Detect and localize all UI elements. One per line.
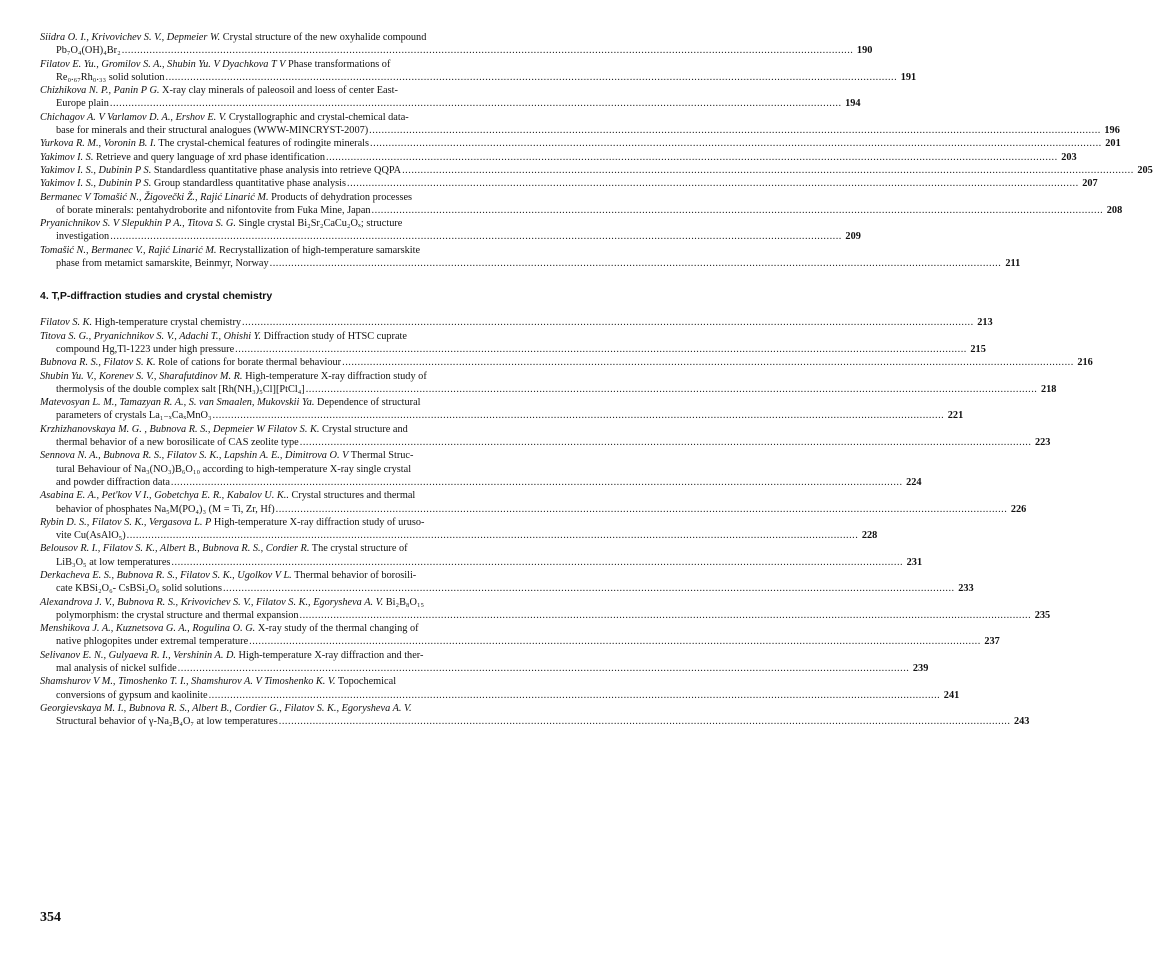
entry-title-continued: and powder diffraction data xyxy=(56,476,170,488)
toc-section-4 xyxy=(40,316,1093,728)
toc-entry-line xyxy=(40,476,922,489)
toc-entry xyxy=(40,137,1121,150)
entry-authors: Shamshurov V M., Timoshenko T. I., Shamshurov A. V Timoshenko K. V. xyxy=(40,676,336,688)
entry-authors: Chichagov A. V Varlamov D. A., Ershov E. V. xyxy=(40,111,227,123)
entry-title: High-temperature crystal chemistry xyxy=(92,317,242,329)
toc-entry-line xyxy=(40,436,1051,449)
entry-page-number: 190 xyxy=(856,45,873,57)
entry-authors: Derkacheva E. S., Bubnova R. S., Filatov S. K., Ugolkov V L. xyxy=(40,569,292,581)
toc-entry-line xyxy=(40,97,861,110)
toc-entry-line xyxy=(40,556,923,569)
entry-page-number: 233 xyxy=(958,583,974,595)
dot-leader xyxy=(171,556,903,569)
toc-entry xyxy=(40,111,1120,138)
toc-entry-line xyxy=(40,702,595,715)
toc-entry xyxy=(40,217,861,244)
entry-title-continued: thermolysis of the double complex salt [Rh(NH₃)₅Cl][PtCl₄] xyxy=(56,383,305,395)
entry-page-number: 201 xyxy=(1105,138,1121,150)
toc-entry-line xyxy=(40,569,595,582)
entry-title: Recrystallization of high-temperature samarskite xyxy=(216,244,421,256)
entry-title-continued: behavior of phosphates Na₅M(PO₄)₃ (M = Ti, Zr, Hf) xyxy=(56,503,275,515)
dot-leader xyxy=(213,409,945,422)
entry-title-continued: vite Cu(AsAlO₅) xyxy=(56,530,126,542)
entry-title: High-temperature X-ray diffraction study of uruso- xyxy=(211,516,425,528)
toc-entry-line xyxy=(40,449,595,462)
entry-page-number: 208 xyxy=(1106,204,1123,216)
toc-entry-line xyxy=(40,58,595,71)
entry-authors: Belousov R. I., Filatov S. K., Albert B., Bubnova R. S., Cordier R. xyxy=(40,543,310,555)
toc-entry-line xyxy=(40,662,929,675)
toc-entry-line xyxy=(40,516,595,529)
entry-title: Single crystal Bi₂Sr₂CaCu₂Oₓ; structure xyxy=(235,218,403,230)
toc-entry xyxy=(40,356,1093,369)
toc-entry xyxy=(40,702,1030,729)
entry-title-continued: polymorphism: the crystal structure and thermal expansion xyxy=(56,609,299,621)
entry-authors: Chizhikova N. P., Panin P G. xyxy=(40,85,160,97)
table-of-contents xyxy=(40,31,1153,729)
entry-title-continued: compound Hg,Tl-1223 under high pressure xyxy=(56,343,235,355)
section-title: 4. T,P-diffraction studies and crystal chemistry xyxy=(40,290,273,303)
toc-entry-line xyxy=(40,244,595,257)
entry-title: Retrieve and query language of xrd phase identification xyxy=(93,151,325,163)
entry-title-continued: investigation xyxy=(56,231,110,243)
toc-entry-line xyxy=(40,31,595,44)
dot-leader xyxy=(235,343,967,356)
toc-entry-line xyxy=(40,137,1121,150)
entry-authors: Filatov E. Yu., Gromilov S. A., Shubin Yu. V Dyachkova T V xyxy=(40,58,286,70)
toc-entry-line xyxy=(40,649,595,662)
toc-entry-line xyxy=(40,151,1077,164)
dot-leader xyxy=(279,715,1011,728)
toc-entry-line xyxy=(40,177,1098,190)
entry-authors: Krzhizhanovskaya M. G. , Bubnova R. S., Depmeier W Filatov S. K. xyxy=(40,423,320,435)
entry-authors: Yakimov I. S., Dubinin P S. xyxy=(40,164,152,176)
entry-title-continued: thermal behavior of a new borosilicate of CAS zeolite type xyxy=(56,437,299,449)
entry-page-number: 213 xyxy=(977,317,993,329)
entry-page-number: 237 xyxy=(984,636,1000,648)
entry-page-number: 196 xyxy=(1104,125,1120,137)
entry-authors: Yakimov I. S. xyxy=(40,151,94,163)
toc-entry-line xyxy=(40,715,1030,728)
dot-leader xyxy=(166,71,898,84)
dot-leader xyxy=(276,503,1008,516)
entry-title: High-temperature X-ray diffraction and ther- xyxy=(235,649,424,661)
entry-authors: Alexandrova J. V., Bubnova R. S., Krivovichev S. V., Filatov S. K., Egorysheva A. V. xyxy=(40,596,384,608)
entry-title-continued: Re₀.₆₇Rh₀.₃₃ solid solution xyxy=(56,71,165,83)
entry-title: Crystallographic and crystal-chemical data- xyxy=(226,111,409,123)
entry-title-continued: cate KBSi₂O₆- CsBSi₂O₆ solid solutions xyxy=(56,583,222,595)
toc-entry-line xyxy=(40,370,595,383)
page-number: 354 xyxy=(40,910,61,925)
toc-entry-line xyxy=(40,675,595,688)
toc-entry xyxy=(40,516,878,543)
entry-title: Thermal Struc- xyxy=(348,450,414,462)
toc-entry-line xyxy=(40,383,1057,396)
entry-authors: Bermanec V Tomašić N., Žigovečki Ž., Rajić Linarić M. xyxy=(40,191,269,203)
dot-leader xyxy=(127,529,859,542)
toc-entry-line xyxy=(40,44,873,57)
entry-title-continued: phase from metamict samarskite, Beinmyr, Norway xyxy=(56,258,269,270)
entry-page-number: 241 xyxy=(943,689,960,701)
entry-page-number: 223 xyxy=(1034,437,1051,449)
entry-title-continued: mal analysis of nickel sulfide xyxy=(56,663,177,675)
entry-title: Bi₂B₈O₁₅ xyxy=(383,596,425,608)
entry-page-number: 205 xyxy=(1137,164,1153,176)
entry-title: Diffraction study of HTSC cuprate xyxy=(261,330,407,342)
toc-entry xyxy=(40,423,1051,450)
entry-title: Crystal structures and thermal xyxy=(288,490,416,502)
entry-page-number: 226 xyxy=(1010,503,1027,515)
toc-entry xyxy=(40,370,1057,397)
toc-entry-line xyxy=(40,529,878,542)
entry-page-number: 211 xyxy=(1005,258,1021,270)
toc-entry xyxy=(40,596,1051,623)
entry-title-continued: native phlogopites under extremal temperature xyxy=(56,636,249,648)
entry-title-continued: conversions of gypsum and kaolinite xyxy=(56,689,208,701)
toc-entry-line xyxy=(40,689,960,702)
entry-title-continued: parameters of crystals La₁₋ₓCaₓMnO₃ xyxy=(56,410,212,422)
entry-authors: Siidra O. I., Krivovichev S. V., Depmeier W. xyxy=(40,32,221,43)
entry-page-number: 216 xyxy=(1077,357,1093,369)
dot-leader xyxy=(110,97,842,110)
entry-authors: Tomašić N., Bermanec V., Rajić Linarić M. xyxy=(40,244,217,256)
toc-entry xyxy=(40,489,1027,516)
entry-authors: Asabina E. A., Pet'kov V I., Gobetchya E. R., Kabalov U. K.. xyxy=(40,490,289,502)
toc-entry xyxy=(40,191,1123,218)
entry-title: Thermal behavior of borosili- xyxy=(291,569,417,581)
entry-page-number: 194 xyxy=(845,98,861,110)
toc-entry xyxy=(40,569,974,596)
toc-entry-line xyxy=(40,343,986,356)
entry-page-number: 191 xyxy=(900,71,917,83)
dot-leader xyxy=(223,582,955,595)
toc-entry xyxy=(40,31,873,58)
entry-title: Standardless quantitative phase analysis into retrieve QQPA xyxy=(151,164,402,176)
entry-title: Dependence of structural xyxy=(314,397,421,409)
entry-page-number: 215 xyxy=(970,343,986,355)
entry-title: Products of dehydration processes xyxy=(268,191,413,203)
dot-leader xyxy=(171,476,903,489)
toc-entry xyxy=(40,675,960,702)
entry-title: Topochemical xyxy=(335,676,397,688)
toc-entry xyxy=(40,177,1098,190)
toc-entry xyxy=(40,84,861,111)
toc-entry xyxy=(40,449,922,489)
toc-entry-line xyxy=(40,316,993,329)
entry-title-continued: Pb₇O₄(OH)₄Br₂ xyxy=(56,45,121,57)
entry-page-number: 203 xyxy=(1061,151,1077,163)
entry-authors: Shubin Yu. V., Korenev S. V., Sharafutdinov M. R. xyxy=(40,370,243,382)
toc-entry xyxy=(40,58,917,85)
toc-entry xyxy=(40,396,964,423)
dot-leader xyxy=(122,44,854,57)
entry-page-number: 218 xyxy=(1040,383,1057,395)
dot-leader xyxy=(300,609,1032,622)
entry-authors: Selivanov E. N., Gulyaeva R. I., Vershinin A. D. xyxy=(40,649,236,661)
toc-entry-line xyxy=(40,124,1120,137)
dot-leader xyxy=(300,436,1032,449)
dot-leader xyxy=(342,356,1074,369)
toc-entry xyxy=(40,542,923,569)
entry-authors: Titova S. G., Pryanichnikov S. V., Adachi T., Ohishi Y. xyxy=(40,330,262,342)
toc-entry-line xyxy=(40,217,595,230)
toc-entry xyxy=(40,622,1000,649)
dot-leader xyxy=(326,151,1058,164)
toc-entry-line xyxy=(40,609,1051,622)
toc-entry xyxy=(40,316,993,329)
entry-title: Phase transformations of xyxy=(285,58,391,70)
entry-authors: Rybin D. S., Filatov S. K., Vergasova L. P xyxy=(40,516,212,528)
toc-entry-line xyxy=(40,489,595,502)
toc-entry-line xyxy=(40,230,861,243)
dot-leader xyxy=(370,137,1102,150)
toc-entry-line xyxy=(40,635,1000,648)
entry-title: Group standardless quantitative phase analysis xyxy=(151,178,347,190)
entry-authors: Filatov S. K. xyxy=(40,317,93,329)
toc-entry-line xyxy=(40,622,595,635)
dot-leader xyxy=(347,177,1079,190)
entry-title: Crystal structure and xyxy=(319,423,408,435)
dot-leader xyxy=(209,689,941,702)
entry-title-continued: base for minerals and their structural analogues (WWW-MINCRYST-2007) xyxy=(56,125,369,137)
toc-entry xyxy=(40,649,929,676)
toc-entry-line xyxy=(40,423,595,436)
entry-title: Role of cations for borate thermal behaviour xyxy=(155,357,342,369)
toc-entry-line xyxy=(40,503,1027,516)
entry-title: The crystal structure of xyxy=(309,543,408,555)
dot-leader xyxy=(306,383,1038,396)
toc-entry-line xyxy=(40,596,595,609)
toc-section-continued xyxy=(40,31,1153,270)
entry-page-number: 207 xyxy=(1082,178,1098,190)
entry-authors: Sennova N. A., Bubnova R. S., Filatov S. K., Lapshin A. E., Dimitrova O. V xyxy=(40,450,349,462)
toc-entry-line xyxy=(40,71,917,84)
entry-title: Crystal structure of the new oxyhalide compound xyxy=(220,32,427,43)
toc-entry-line xyxy=(40,164,1153,177)
entry-title: High-temperature X-ray diffraction study of xyxy=(242,370,427,382)
toc-entry-line xyxy=(40,542,595,555)
entry-title-continued: tural Behaviour of Na₃(NO₃)B₆O₁₀ according to high-temperature X-ray single crystal xyxy=(56,463,412,475)
entry-page-number: 209 xyxy=(845,231,861,243)
dot-leader xyxy=(178,662,910,675)
dot-leader xyxy=(110,230,842,243)
entry-authors: Menshikova J. A., Kuznetsova G. A., Rogulina O. G. xyxy=(40,623,256,635)
entry-page-number: 243 xyxy=(1013,716,1030,728)
entry-title-continued: of borate minerals: pentahydroborite and nifontovite from Fuka Mine, Japan xyxy=(56,204,371,216)
toc-entry-line xyxy=(40,330,595,343)
toc-entry-line xyxy=(40,409,964,422)
entry-title-continued: Structural behavior of γ-Na₂B₄O₇ at low temperatures xyxy=(56,716,278,728)
entry-title-continued: LiB₃O₅ at low temperatures xyxy=(56,556,171,568)
dot-leader xyxy=(242,316,974,329)
entry-title-continued: Europe plain xyxy=(56,98,109,110)
entry-title: The crystal-chemical features of rodingite minerals xyxy=(155,138,370,150)
dot-leader xyxy=(372,204,1104,217)
toc-entry-line xyxy=(40,204,1123,217)
entry-authors: Georgievskaya M. I., Bubnova R. S., Albert B., Cordier G., Filatov S. K., Egorysheva A. V. xyxy=(40,702,412,714)
entry-page-number: 235 xyxy=(1034,609,1051,621)
entry-authors: Pryanichnikov S. V Slepukhin P A., Titova S. G. xyxy=(40,218,236,230)
entry-authors: Bubnova R. S., Filatov S. K. xyxy=(40,357,156,369)
toc-entry-line xyxy=(40,257,1021,270)
entry-page-number: 231 xyxy=(906,556,923,568)
entry-authors: Yakimov I. S., Dubinin P S. xyxy=(40,178,152,190)
toc-entry xyxy=(40,151,1077,164)
toc-entry-line xyxy=(40,582,974,595)
toc-entry-line xyxy=(40,463,595,476)
dot-leader xyxy=(249,635,981,648)
entry-page-number: 239 xyxy=(912,663,929,675)
dot-leader xyxy=(369,124,1101,137)
dot-leader xyxy=(402,164,1134,177)
entry-authors: Matevosyan L. M., Tamazyan R. A., S. van Smaalen, Mukovskii Ya. xyxy=(40,397,315,409)
toc-entry-line xyxy=(40,111,595,124)
entry-authors: Yurkova R. M., Voronin B. I. xyxy=(40,138,156,150)
toc-entry-line xyxy=(40,396,595,409)
toc-entry-line xyxy=(40,84,595,97)
entry-title: X-ray clay minerals of paleosoil and loess of center East- xyxy=(159,85,398,97)
toc-entry xyxy=(40,330,986,357)
toc-entry-line xyxy=(40,191,595,204)
toc-entry xyxy=(40,164,1153,177)
toc-entry-line xyxy=(40,356,1093,369)
entry-title: X-ray study of the thermal changing of xyxy=(255,623,419,635)
dot-leader xyxy=(270,257,1002,270)
toc-entry xyxy=(40,244,1021,271)
entry-page-number: 228 xyxy=(861,530,878,542)
entry-page-number: 224 xyxy=(906,476,922,488)
entry-page-number: 221 xyxy=(947,410,964,422)
